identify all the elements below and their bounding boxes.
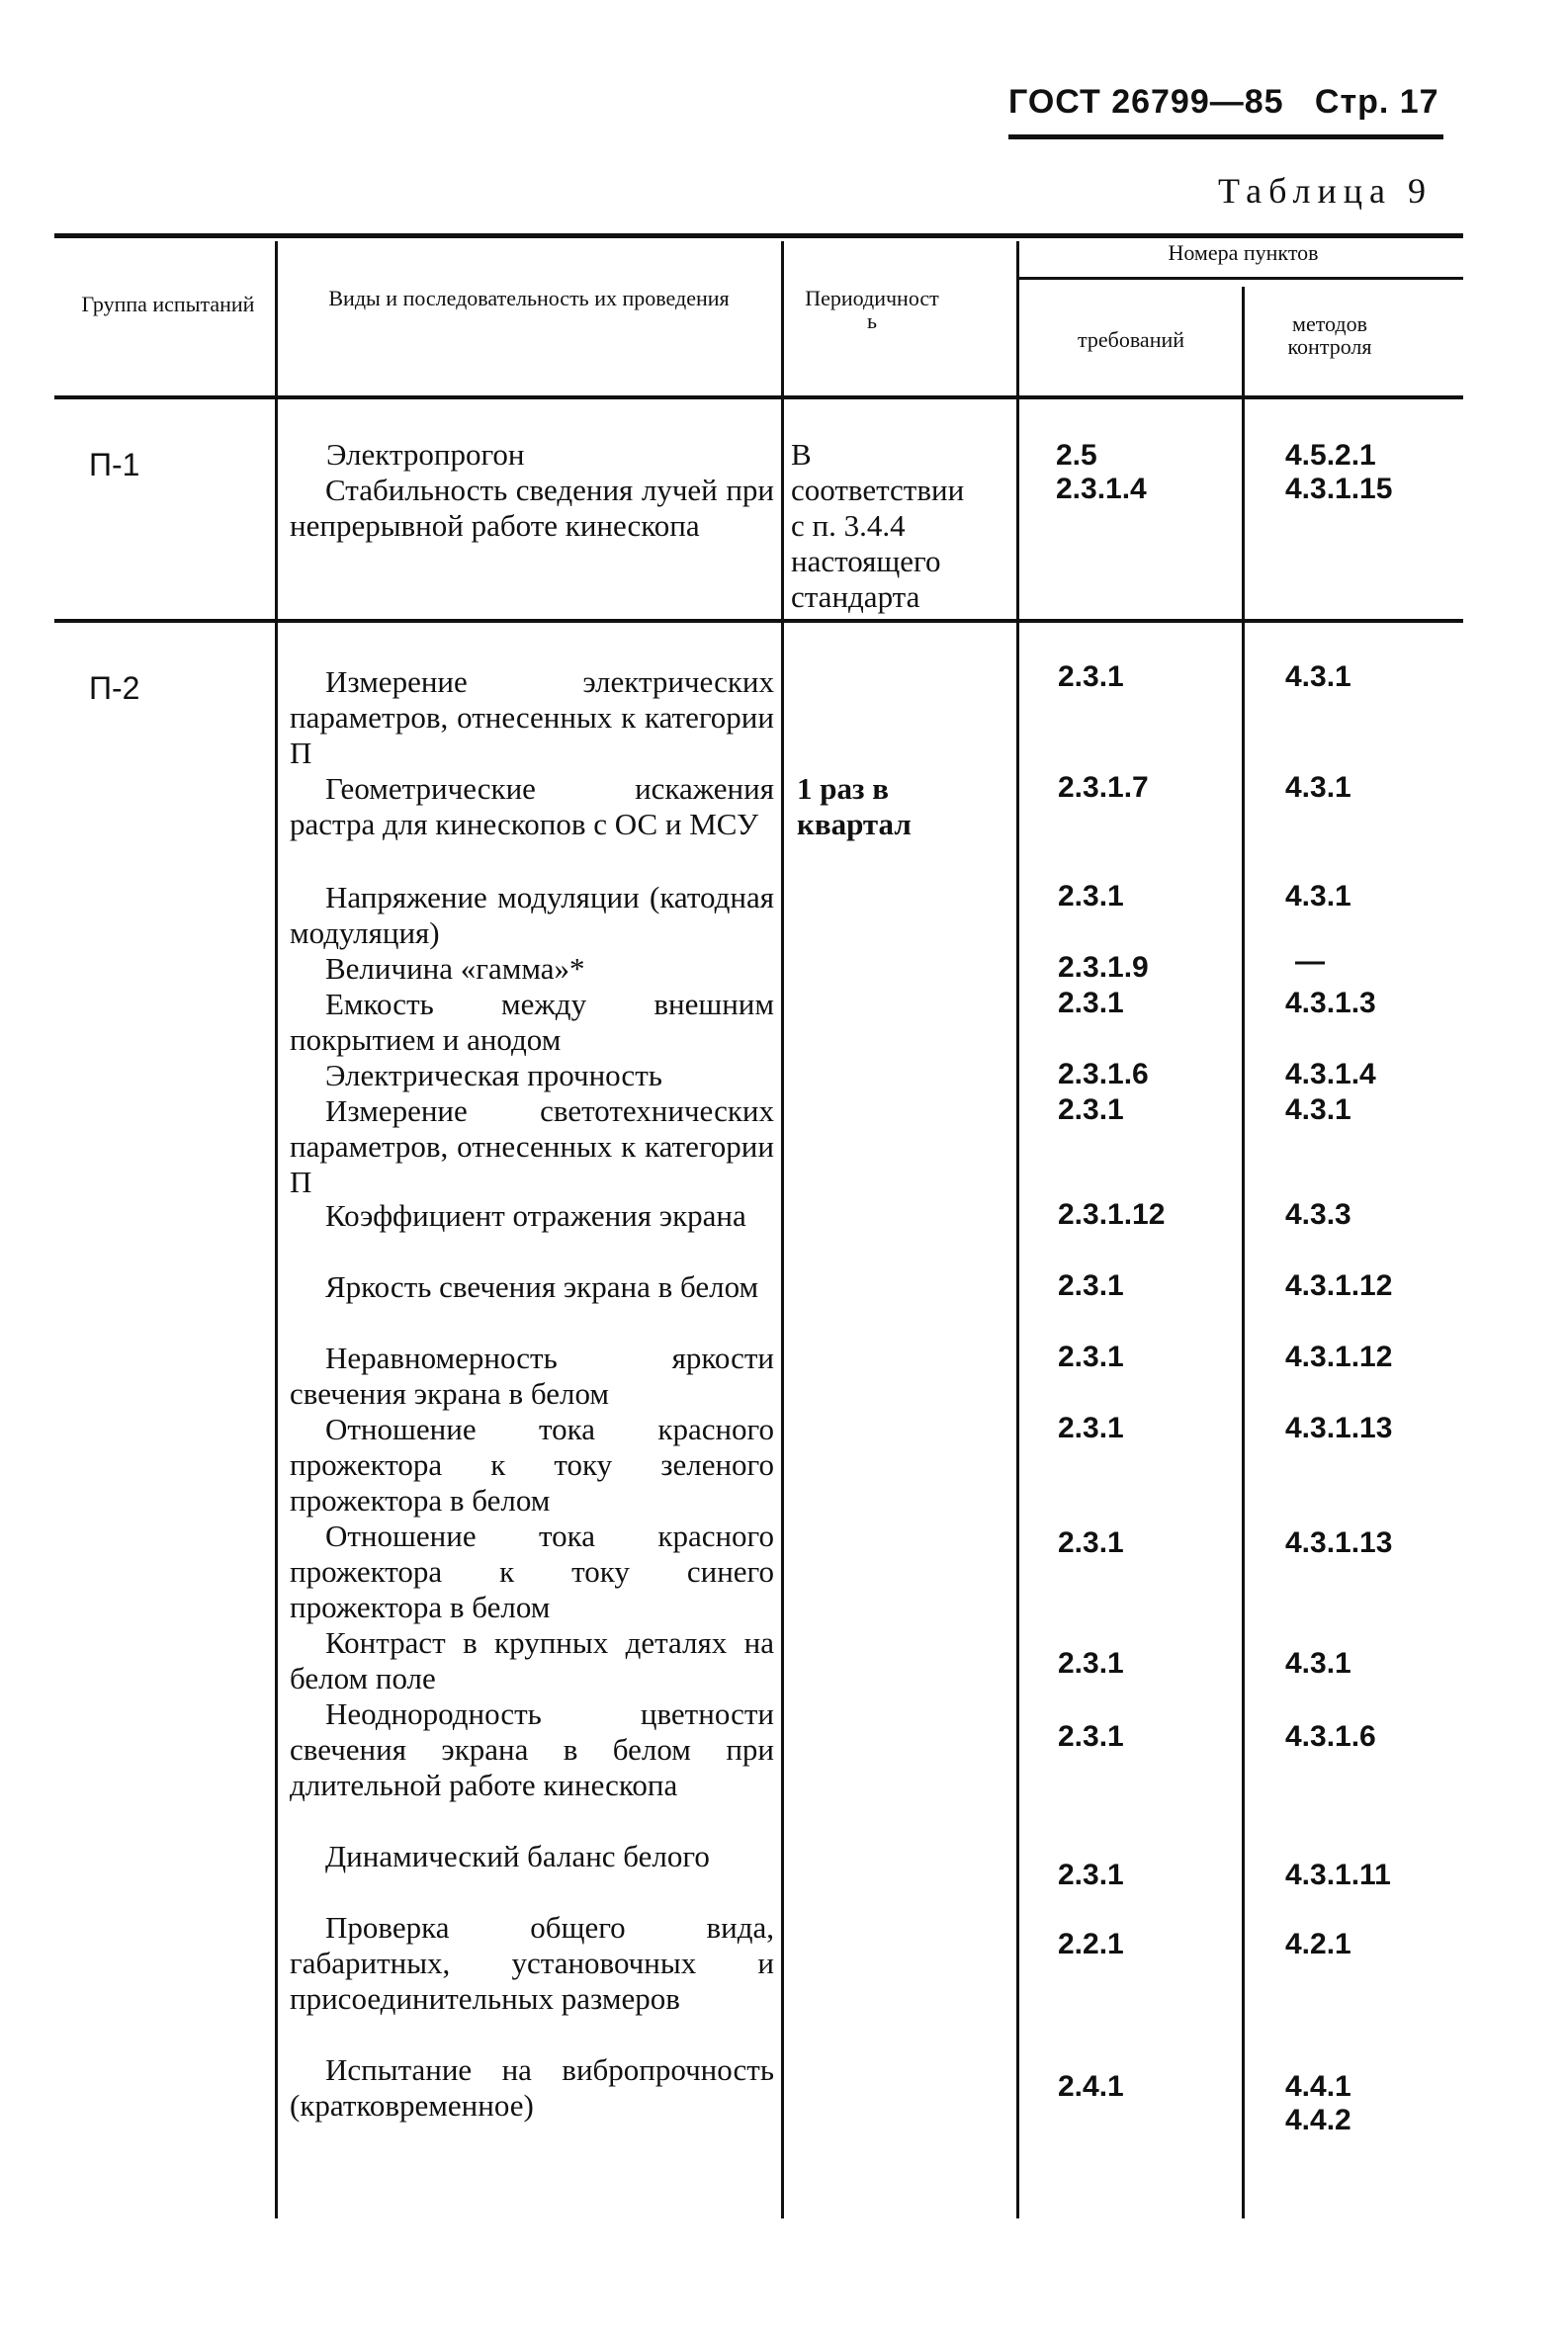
req-number: 2.5 [1056,439,1097,472]
method-number: 4.3.1 [1285,1093,1351,1126]
col-header-requirements: требований [1077,327,1185,352]
method-number: 4.3.1.12 [1285,1341,1393,1373]
col-rule-1 [275,241,278,2218]
row-text: Контраст в крупных деталях на белом поле [290,1625,774,1695]
row-text: Электрическая прочность [325,1058,662,1092]
req-number: 2.3.1.7 [1058,771,1149,804]
row-text: Величина «гамма»* [325,951,585,986]
method-number: 4.4.1 [1285,2070,1351,2103]
method-number: 4.3.1.12 [1285,1269,1393,1302]
group-p1-periodicity: В соответствии с п. 3.4.4 настоящего стандарта [791,437,965,614]
method-number: 4.2.1 [1285,1928,1351,1960]
req-number: 2.3.1 [1058,660,1124,693]
req-number: 2.4.1 [1058,2070,1124,2103]
method-number: 4.3.1.13 [1285,1412,1393,1444]
method-number: 4.3.1 [1285,660,1351,693]
row-text: Неравномерность яркости свечения экрана в белом [290,1341,774,1411]
col-header-periodicity: Периодичность [805,286,939,334]
row-text: Стабильность сведения лучей при непрерывной работе кинескопа [290,473,774,543]
method-number: 4.3.1.13 [1285,1526,1393,1559]
method-number: 4.5.2.1 [1285,439,1376,472]
group-p1-label: П-1 [89,447,140,482]
header-bottom-rule [54,395,1463,399]
group-divider-rule [54,619,1463,623]
table-top-rule [54,233,1463,238]
method-number: — [1295,945,1325,978]
req-number: 2.3.1 [1058,1859,1124,1891]
row-text: Отношение тока красного прожектора к току синего прожектора в белом [290,1519,774,1624]
numbers-subheader-rule [1016,277,1463,280]
req-number: 2.3.1 [1058,1341,1124,1373]
method-number: 4.3.1 [1285,1647,1351,1680]
row-text: Проверка общего вида, габаритных, установочных и присоединительных размеров [290,1910,774,2016]
col-header-methods: методов контроля [1287,311,1372,360]
row-text: Измерение электрических параметров, отнесенных к категории П [290,664,774,770]
req-number: 2.3.1.4 [1056,473,1147,505]
row-text: Электропрогон [326,437,525,472]
method-number: 4.3.1.4 [1285,1058,1376,1090]
row-text: Напряжение модуляции (катодная модуляция) [290,880,774,950]
row-text: Емкость между внешним покрытием и анодом [290,987,774,1057]
row-text: Геометрические искажения растра для кинескопов с ОС и МСУ [290,771,774,841]
row-text: Отношение тока красного прожектора к току зеленого прожектора в белом [290,1412,774,1518]
req-number: 2.3.1 [1058,1412,1124,1444]
req-number: 2.3.1 [1058,880,1124,912]
row-text: Испытание на вибропрочность (кратковременное) [290,2052,774,2123]
row-text: Коэффициент отражения экрана [325,1198,746,1233]
col-rule-3 [1016,241,1019,2218]
req-number: 2.3.1.6 [1058,1058,1149,1090]
page-number: Стр. 17 [1314,83,1439,121]
group-p2-periodicity: 1 раз в квартал [797,771,912,841]
method-number: 4.3.1.11 [1285,1859,1391,1891]
row-text: Измерение светотехнических параметров, отнесенных к категории П [290,1093,774,1199]
col-rule-2 [781,241,784,2218]
method-number: 4.4.2 [1285,2104,1351,2136]
group-p2-label: П-2 [89,670,140,706]
row-text: Неоднородность цветности свечения экрана в белом при длительной работе кинескопа [290,1696,774,1802]
page-header [1008,83,1439,122]
req-number: 2.3.1 [1058,1647,1124,1680]
req-number: 2.3.1.9 [1058,951,1149,984]
req-number: 2.3.1.12 [1058,1198,1166,1231]
req-number: 2.3.1 [1058,1269,1124,1302]
req-number: 2.3.1 [1058,1526,1124,1559]
table-title: Таблица 9 [1218,171,1433,211]
method-number: 4.3.3 [1285,1198,1351,1231]
col-header-types: Виды и последовательность их проведения [328,286,730,310]
col-header-numbers: Номера пунктов [1168,240,1319,265]
doc-id: ГОСТ 26799—85 [1008,83,1284,121]
req-number: 2.3.1 [1058,987,1124,1019]
method-number: 4.3.1.15 [1285,473,1393,505]
req-number: 2.3.1 [1058,1093,1124,1126]
header-underline [1008,134,1443,139]
method-number: 4.3.1 [1285,771,1351,804]
method-number: 4.3.1.6 [1285,1720,1376,1753]
row-text: Динамический баланс белого [325,1839,710,1873]
row-text: Яркость свечения экрана в белом [325,1269,759,1304]
col-header-group: Группа испытаний [81,292,255,316]
req-number: 2.2.1 [1058,1928,1124,1960]
col-rule-4 [1242,287,1245,2218]
method-number: 4.3.1 [1285,880,1351,912]
method-number: 4.3.1.3 [1285,987,1376,1019]
req-number: 2.3.1 [1058,1720,1124,1753]
